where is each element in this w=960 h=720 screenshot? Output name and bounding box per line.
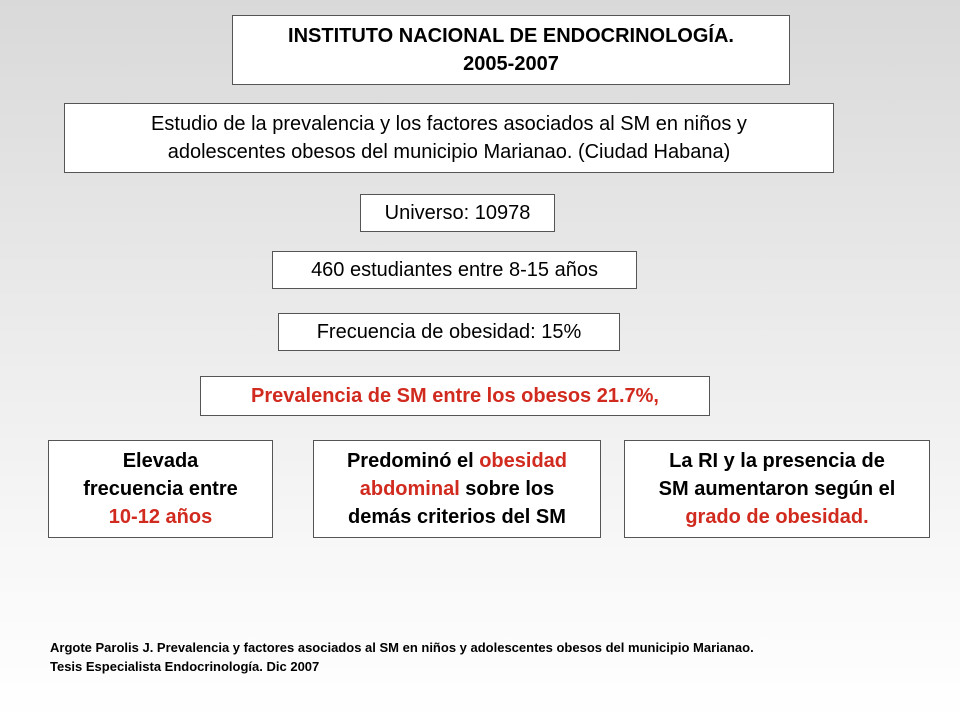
institute-name: INSTITUTO NACIONAL DE ENDOCRINOLOGÍA. bbox=[288, 25, 734, 47]
finding-obesity-grade-box bbox=[624, 440, 930, 538]
finding-abdominal-part-1: Predominó el bbox=[346, 450, 480, 472]
citation bbox=[50, 638, 930, 676]
finding-age-highlight: 10-12 años bbox=[108, 506, 213, 528]
finding-obesity-grade-highlight: grado de obesidad. bbox=[685, 506, 869, 528]
finding-abdominal-part-2: sobre los bbox=[459, 478, 555, 500]
citation-line-1: Argote Parolis J. Prevalencia y factores asociados al SM en niños y adolescentes obesos del municipio Marianao. bbox=[50, 640, 754, 655]
institute-title bbox=[288, 22, 734, 78]
finding-obesity-grade-line-2: SM aumentaron según el bbox=[658, 478, 896, 500]
finding-obesity-grade-line-1: La RI y la presencia de bbox=[669, 450, 885, 472]
prevalence-box bbox=[200, 376, 710, 416]
finding-age-line-1: Elevada bbox=[122, 450, 199, 472]
study-description bbox=[151, 110, 747, 166]
institute-years: 2005-2007 bbox=[463, 53, 559, 75]
finding-obesity-grade bbox=[659, 447, 896, 531]
institute-title-box bbox=[232, 15, 790, 85]
finding-abdominal-box bbox=[313, 440, 601, 538]
finding-abdominal-line-3: demás criterios del SM bbox=[348, 506, 566, 528]
citation-line-2: Tesis Especialista Endocrinología. Dic 2007 bbox=[50, 659, 320, 674]
finding-abdominal bbox=[347, 447, 567, 531]
finding-age-line-2: frecuencia entre bbox=[83, 478, 238, 500]
obesity-frequency-box bbox=[278, 313, 620, 351]
finding-abdominal-line-1 bbox=[347, 447, 567, 475]
universe-text: Universo: 10978 bbox=[384, 201, 531, 224]
students-box bbox=[272, 251, 637, 289]
prevalence-text: Prevalencia de SM entre los obesos 21.7%, bbox=[251, 384, 659, 407]
finding-age-box bbox=[48, 440, 273, 538]
students-text: 460 estudiantes entre 8-15 años bbox=[311, 258, 598, 281]
finding-abdominal-highlight-1: obesidad bbox=[479, 450, 568, 472]
study-line-1: Estudio de la prevalencia y los factores asociados al SM en niños y bbox=[151, 113, 747, 135]
universe-box bbox=[360, 194, 555, 232]
finding-age bbox=[83, 447, 238, 531]
finding-abdominal-line-2 bbox=[347, 475, 567, 503]
obesity-frequency-text: Frecuencia de obesidad: 15% bbox=[316, 320, 582, 343]
finding-abdominal-highlight-2: abdominal bbox=[359, 478, 460, 500]
study-line-2: adolescentes obesos del municipio Marianao. (Ciudad Habana) bbox=[167, 141, 731, 163]
study-description-box bbox=[64, 103, 834, 173]
